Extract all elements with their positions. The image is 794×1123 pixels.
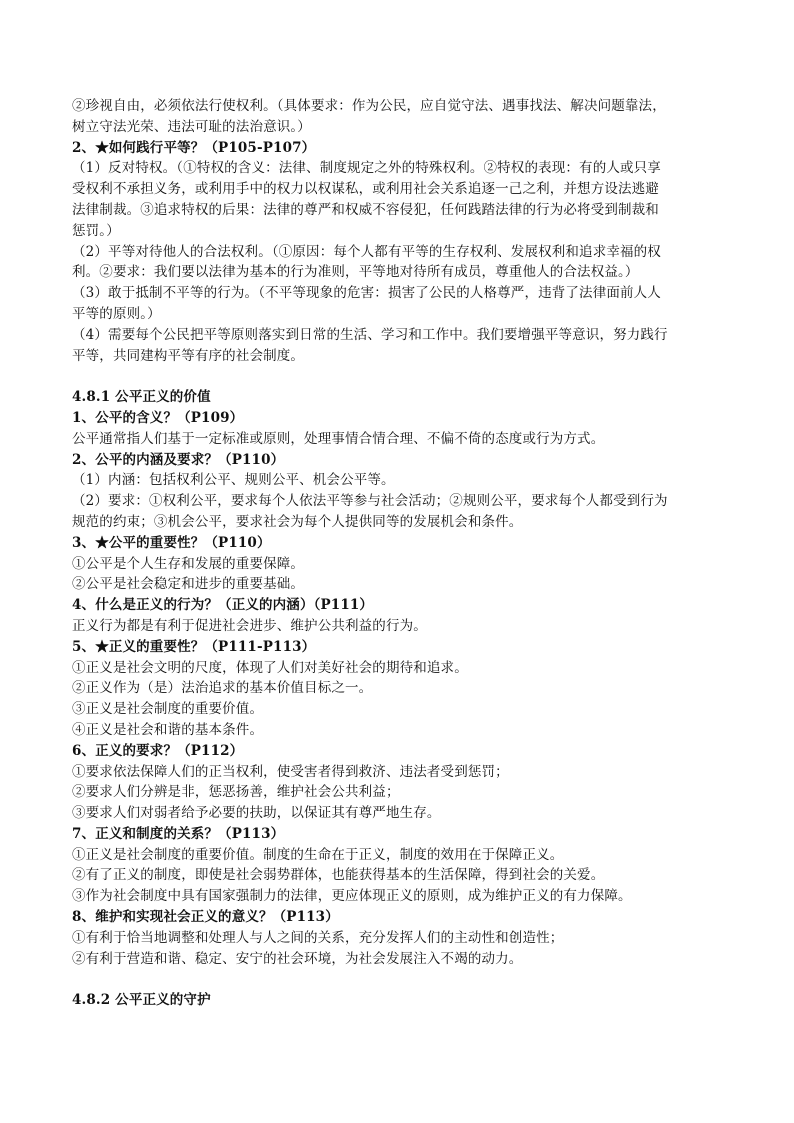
section-heading: 4.8.2 公平正义的守护 bbox=[72, 992, 211, 1009]
paragraph-line: 法律制裁。③追求特权的后果：法律的尊严和权威不容侵犯，任何践踏法律的行为必将受到制裁和 bbox=[72, 201, 659, 218]
paragraph-line: ②有了正义的制度，即使是社会弱势群体，也能获得基本的生活保障，得到社会的关爱。 bbox=[72, 867, 605, 884]
paragraph-line: （2）要求：①权利公平，要求每个人依法平等参与社会活动；②规则公平，要求每个人都受到行为 bbox=[72, 493, 668, 510]
question-heading: 7、正义和制度的关系？（P113） bbox=[72, 825, 285, 842]
paragraph-line: 惩罚。） bbox=[72, 222, 120, 239]
paragraph-line: ③作为社会制度中具有国家强制力的法律，更应体现正义的原则，成为维护正义的有力保障。 bbox=[72, 888, 632, 905]
paragraph-line: ①正义是社会制度的重要价值。制度的生命在于正义，制度的效用在于保障正义。 bbox=[72, 846, 564, 863]
paragraph-line: 受权利不承担义务，或利用手中的权力以权谋私，或利用社会关系追逐一己之利，并想方设法逃避 bbox=[72, 181, 659, 198]
section-heading: 4.8.1 公平正义的价值 bbox=[72, 389, 211, 406]
question-heading: 4、什么是正义的行为？（正义的内涵）（P111） bbox=[72, 597, 374, 614]
question-heading: 1、公平的含义？（P109） bbox=[72, 409, 244, 426]
paragraph-line: 公平通常指人们基于一定标准或原则，处理事情合情合理、不偏不倚的态度或行为方式。 bbox=[72, 430, 605, 447]
paragraph-line: （3）敢于抵制不平等的行为。（不平等现象的危害：损害了公民的人格尊严，违背了法律面前人人 bbox=[72, 285, 661, 302]
paragraph-line: 规范的约束；③机会公平，要求社会为每个人提供同等的发展机会和条件。 bbox=[72, 513, 523, 530]
question-heading: 3、★公平的重要性？（P110） bbox=[72, 534, 271, 551]
paragraph-line: 利。②要求：我们要以法律为基本的行为准则，平等地对待所有成员，尊重他人的合法权益。） bbox=[72, 264, 639, 281]
question-heading: 2、公平的内涵及要求？（P110） bbox=[72, 451, 285, 468]
paragraph-line: 平等的原则。） bbox=[72, 305, 161, 322]
paragraph-line: ②正义作为（是）法治追求的基本价值目标之一。 bbox=[72, 680, 373, 697]
question-heading: 6、正义的要求？（P112） bbox=[72, 742, 244, 759]
spacer bbox=[72, 969, 732, 990]
question-heading: 8、维护和实现社会正义的意义？（P113） bbox=[72, 909, 339, 926]
paragraph-line: ②要求人们分辨是非，惩恶扬善，维护社会公共利益； bbox=[72, 784, 400, 801]
question-heading: 2、★如何践行平等？（P105-P107） bbox=[72, 139, 316, 156]
paragraph-line: ③要求人们对弱者给予必要的扶助，以保证其有尊严地生存。 bbox=[72, 805, 441, 822]
paragraph-line: ③正义是社会制度的重要价值。 bbox=[72, 701, 264, 718]
spacer bbox=[72, 366, 732, 387]
paragraph-line: 正义行为都是有利于促进社会进步、维护公共利益的行为。 bbox=[72, 617, 427, 634]
paragraph-line: ②公平是社会稳定和进步的重要基础。 bbox=[72, 576, 305, 593]
paragraph-line: 树立守法光荣、违法可耻的法治意识。） bbox=[72, 118, 311, 135]
paragraph-line: ②珍视自由，必须依法行使权利。（具体要求：作为公民，应自觉守法、遇事找法、解决问题靠法， bbox=[72, 98, 666, 114]
paragraph-line: （2）平等对待他人的合法权利。（①原因：每个人都有平等的生存权利、发展权利和追求幸福的权 bbox=[72, 243, 661, 260]
paragraph-line: （1）内涵：包括权利公平、规则公平、机会公平等。 bbox=[72, 472, 395, 489]
question-heading: 5、★正义的重要性？（P111-P113） bbox=[72, 638, 316, 655]
paragraph-line: ④正义是社会和谐的基本条件。 bbox=[72, 721, 264, 738]
document-body bbox=[72, 96, 732, 1011]
paragraph-line: ①要求依法保障人们的正当权利，使受害者得到救济、违法者受到惩罚； bbox=[72, 763, 509, 780]
paragraph-line: ①正义是社会文明的尺度，体现了人们对美好社会的期待和追求。 bbox=[72, 659, 468, 676]
paragraph-line: 平等，共同建构平等有序的社会制度。 bbox=[72, 347, 305, 364]
paragraph-line: ②有利于营造和谐、稳定、安宁的社会环境，为社会发展注入不竭的动力。 bbox=[72, 950, 523, 967]
paragraph-line: ①有利于恰当地调整和处理人与人之间的关系，充分发挥人们的主动性和创造性； bbox=[72, 929, 564, 946]
paragraph-line: ①公平是个人生存和发展的重要保障。 bbox=[72, 555, 305, 572]
paragraph-line: （1）反对特权。（①特权的含义：法律、制度规定之外的特殊权利。②特权的表现：有的人或只享 bbox=[72, 160, 661, 177]
paragraph-line: （4）需要每个公民把平等原则落实到日常的生活、学习和工作中。我们要增强平等意识，努力践行 bbox=[72, 326, 668, 343]
